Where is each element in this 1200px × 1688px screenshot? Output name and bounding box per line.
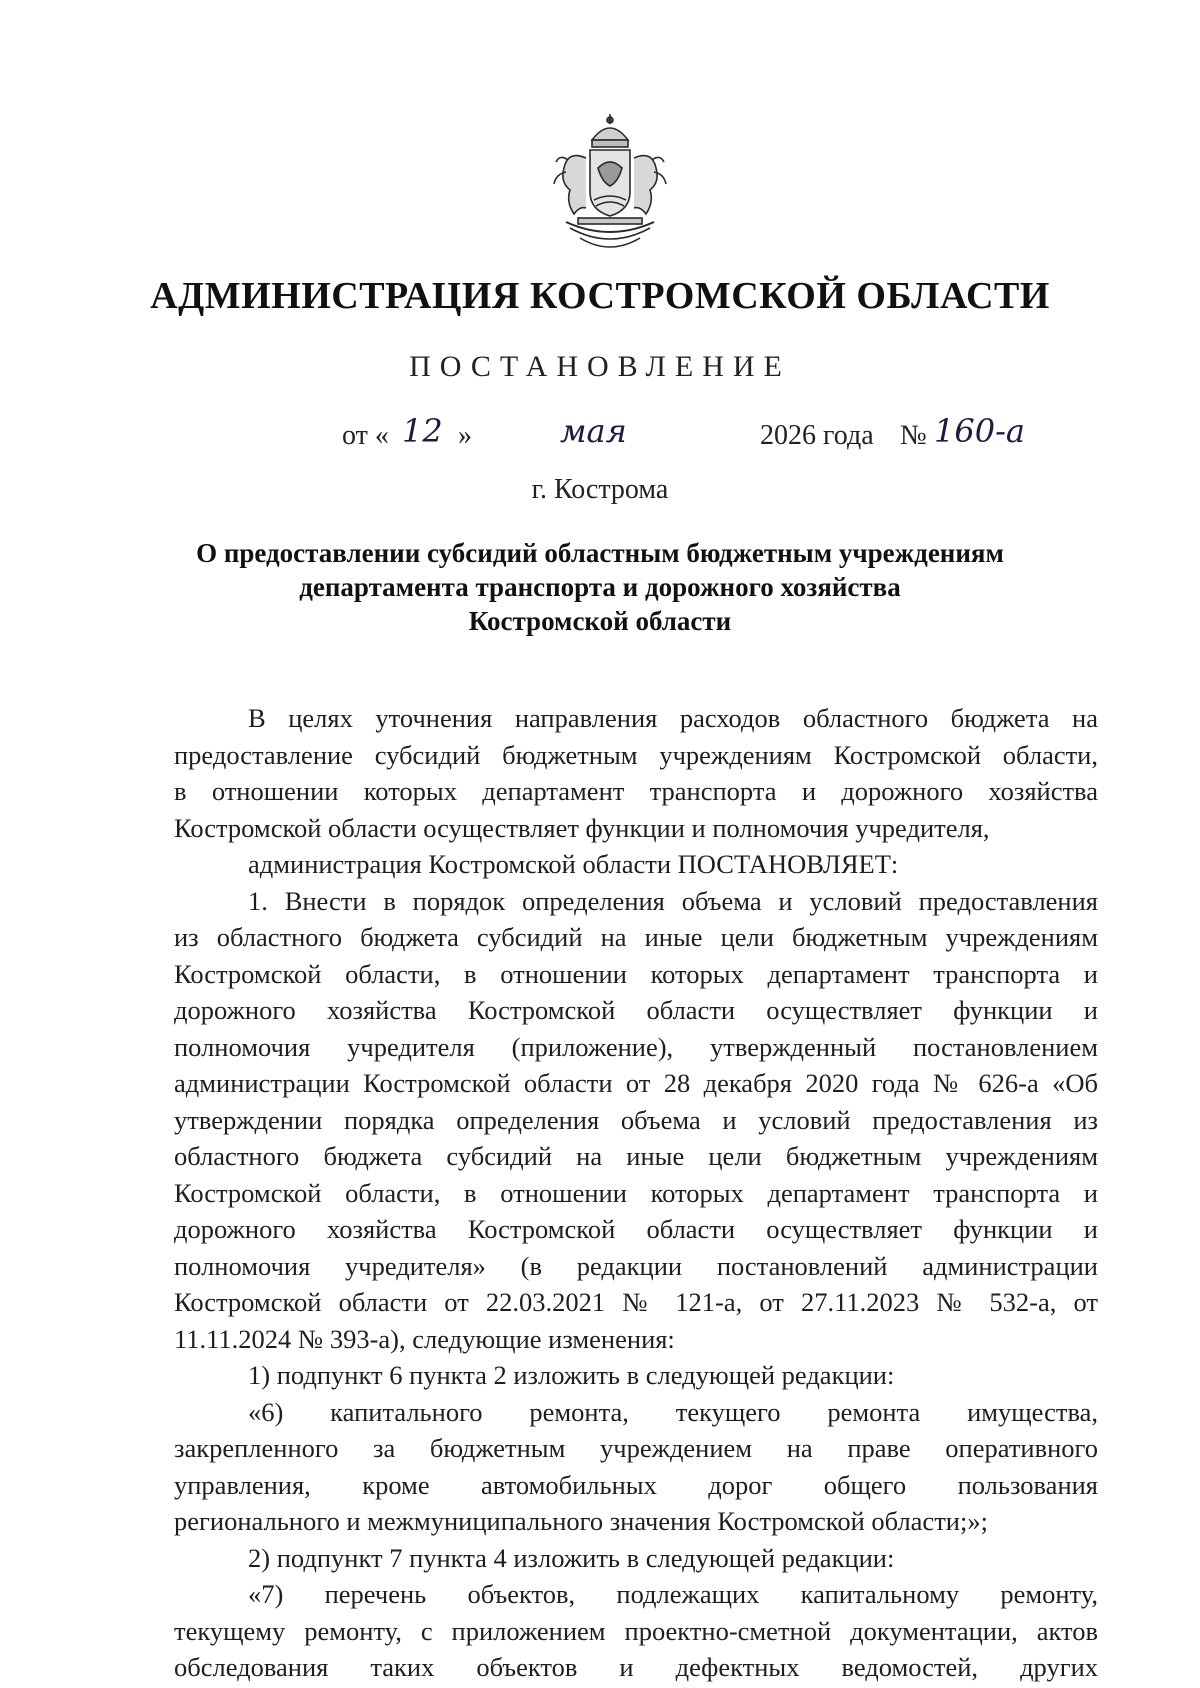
body-line: «6) капитального ремонта, текущего ремонта имущества, <box>248 1396 1098 1427</box>
body-line: обследования таких объектов и дефектных ведомостей, других <box>174 1652 1098 1682</box>
body-line: 2) подпункт 7 пункта 4 изложить в следующей редакции: <box>248 1542 895 1573</box>
body-line: В целях уточнения направления расходов областного бюджета на <box>248 703 1098 733</box>
date-line <box>0 410 1200 460</box>
body-line: администрация Костромской области ПОСТАНОВЛЯЕТ: <box>248 849 899 879</box>
date-day: 12 <box>402 412 443 450</box>
body-line: Костромской области осуществляет функции и полномочия учредителя, <box>174 812 990 843</box>
body-line: областного бюджета субсидий на иные цели бюджетным учреждениям <box>174 1141 1098 1171</box>
body-line: администрации Костромской области от 28 декабря 2020 года № 626-а «Об <box>174 1068 1098 1098</box>
date-month: мая <box>560 412 627 450</box>
title-line: О предоставлении субсидий областным бюджетным учреждениям <box>196 538 1004 568</box>
date-prefix: от « <box>342 420 389 451</box>
body-line: предоставление субсидий бюджетным учреждениям Костромской области, <box>174 739 1098 770</box>
body-line: дорожного хозяйства Костромской области осуществляет функции и <box>174 995 1098 1025</box>
body-line: 1) подпункт 6 пункта 2 изложить в следующей редакции: <box>248 1360 895 1390</box>
kostroma-coat-of-arms-icon <box>540 110 680 260</box>
body-line: полномочия учредителя (приложение), утвержденный постановлением <box>174 1031 1098 1062</box>
date-day-close: » <box>458 420 472 451</box>
document-type: ПОСТАНОВЛЕНИЕ <box>409 350 791 383</box>
title-line: департамента транспорта и дорожного хозяйства <box>299 572 901 602</box>
body-line: утверждении порядка определения объема и условий предоставления из <box>174 1104 1098 1135</box>
body-line: Костромской области, в отношении которых департамент транспорта и <box>174 958 1098 989</box>
body-line: 1. Внести в порядок определения объема и условий предоставления <box>248 885 1098 916</box>
body-line: Костромской области от 22.03.2021 № 121-а, от 27.11.2023 № 532-а, от <box>174 1287 1098 1317</box>
body-line: 11.11.2024 № 393-а), следующие изменения: <box>174 1323 675 1354</box>
body-line: Костромской области, в отношении которых департамент транспорта и <box>174 1177 1098 1208</box>
city: г. Кострома <box>531 474 669 505</box>
document-body <box>174 700 1098 1686</box>
body-line: закрепленного за бюджетным учреждением на праве оперативного <box>174 1433 1098 1463</box>
document-title <box>180 536 1020 638</box>
body-line: управления, кроме автомобильных дорог общего пользования <box>174 1469 1098 1500</box>
body-line: дорожного хозяйства Костромской области осуществляет функции и <box>174 1214 1098 1244</box>
body-line: из областного бюджета субсидий на иные цели бюджетным учреждениям <box>174 922 1098 952</box>
date-year: 2026 года <box>760 420 874 451</box>
body-line: «7) перечень объектов, подлежащих капитальному ремонту, <box>248 1579 1098 1609</box>
body-line: в отношении которых департамент транспорта и дорожного хозяйства <box>174 776 1098 806</box>
body-line: текущему ремонту, с приложением проектно-сметной документации, актов <box>174 1615 1098 1646</box>
body-line: регионального и межмуниципального значения Костромской области;»; <box>174 1506 988 1536</box>
number-sign: № <box>900 420 927 451</box>
organization-name: АДМИНИСТРАЦИЯ КОСТРОМСКОЙ ОБЛАСТИ <box>150 275 1050 317</box>
body-line: полномочия учредителя» (в редакции постановлений администрации <box>174 1250 1098 1281</box>
document-number: 160-а <box>934 412 1025 450</box>
title-line: Костромской области <box>468 606 732 636</box>
